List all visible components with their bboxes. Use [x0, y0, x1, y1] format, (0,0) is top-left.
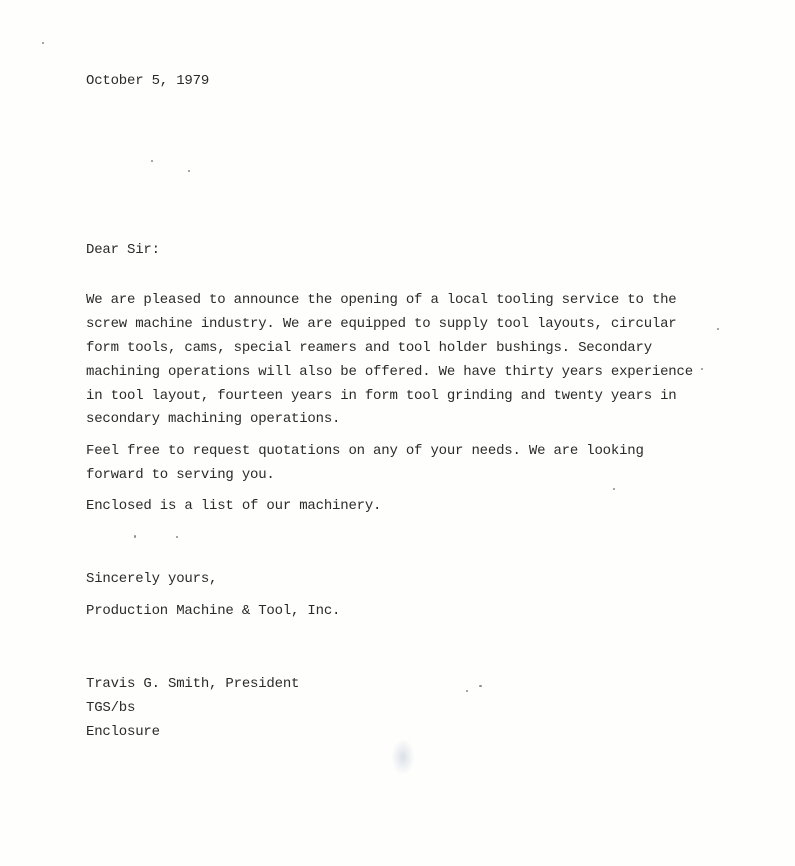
scan-speck: [42, 42, 44, 44]
scan-smudge: [392, 740, 414, 774]
scan-speck: [188, 170, 190, 172]
letter-date: October 5, 1979: [86, 73, 210, 89]
scan-speck: [479, 685, 482, 687]
scan-speck: [613, 488, 615, 490]
scan-speck: [717, 328, 719, 330]
paragraph-line: in tool layout, fourteen years in form tool grinding and twenty years in: [86, 388, 677, 404]
typist-initials: TGS/bs: [86, 700, 136, 716]
company-name: Production Machine & Tool, Inc.: [86, 603, 341, 619]
scan-speck: [701, 368, 703, 370]
paragraph-line: machining operations will also be offered. We have thirty years experience: [86, 364, 693, 380]
paragraph-line: secondary machining operations.: [86, 411, 341, 427]
body-paragraph-3: Enclosed is a list of our machinery.: [86, 498, 382, 514]
salutation: Dear Sir:: [86, 242, 160, 258]
paragraph-line: Feel free to request quotations on any of your needs. We are looking: [86, 443, 644, 459]
scan-speck: [176, 536, 178, 538]
signer-name: Travis G. Smith, President: [86, 676, 300, 692]
paragraph-line: screw machine industry. We are equipped to supply tool layouts, circular: [86, 316, 677, 332]
closing: Sincerely yours,: [86, 571, 218, 587]
scan-speck: [134, 535, 136, 538]
paragraph-line: We are pleased to announce the opening of a local tooling service to the: [86, 292, 677, 308]
paragraph-line: form tools, cams, special reamers and tool holder bushings. Secondary: [86, 340, 652, 356]
scan-speck: [151, 160, 153, 162]
scan-speck: [466, 690, 468, 692]
paragraph-line: forward to serving you.: [86, 467, 275, 483]
enclosure-note: Enclosure: [86, 724, 160, 740]
